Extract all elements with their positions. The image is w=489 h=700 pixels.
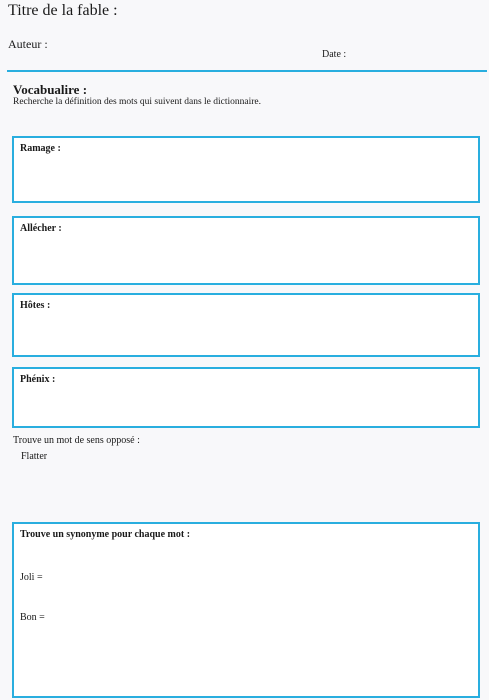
definition-box-ramage[interactable] (12, 136, 480, 203)
definition-box-allecher[interactable] (12, 216, 480, 285)
definition-label-hotes: Hôtes : (20, 300, 51, 311)
opposite-heading: Trouve un mot de sens opposé : (13, 435, 140, 446)
fable-title-label: Titre de la fable : (8, 2, 118, 19)
definition-label-allecher: Allécher : (20, 223, 62, 234)
definition-box-hotes[interactable] (12, 293, 480, 357)
author-label: Auteur : (8, 37, 48, 51)
definition-label-phenix: Phénix : (20, 374, 56, 385)
header-divider (7, 70, 487, 72)
definition-box-phenix[interactable] (12, 367, 480, 428)
synonym-item-joli: Joli = (20, 572, 43, 583)
synonym-heading: Trouve un synonyme pour chaque mot : (20, 529, 191, 540)
vocabulary-heading: Vocabualire : (13, 82, 88, 97)
definition-label-ramage: Ramage : (20, 143, 61, 154)
opposite-word: Flatter (21, 451, 48, 462)
synonym-item-bon: Bon = (20, 612, 45, 623)
vocabulary-instructions: Recherche la définition des mots qui suivent dans le dictionnaire. (13, 97, 261, 107)
date-label: Date : (322, 49, 347, 60)
synonym-box[interactable] (12, 522, 480, 698)
